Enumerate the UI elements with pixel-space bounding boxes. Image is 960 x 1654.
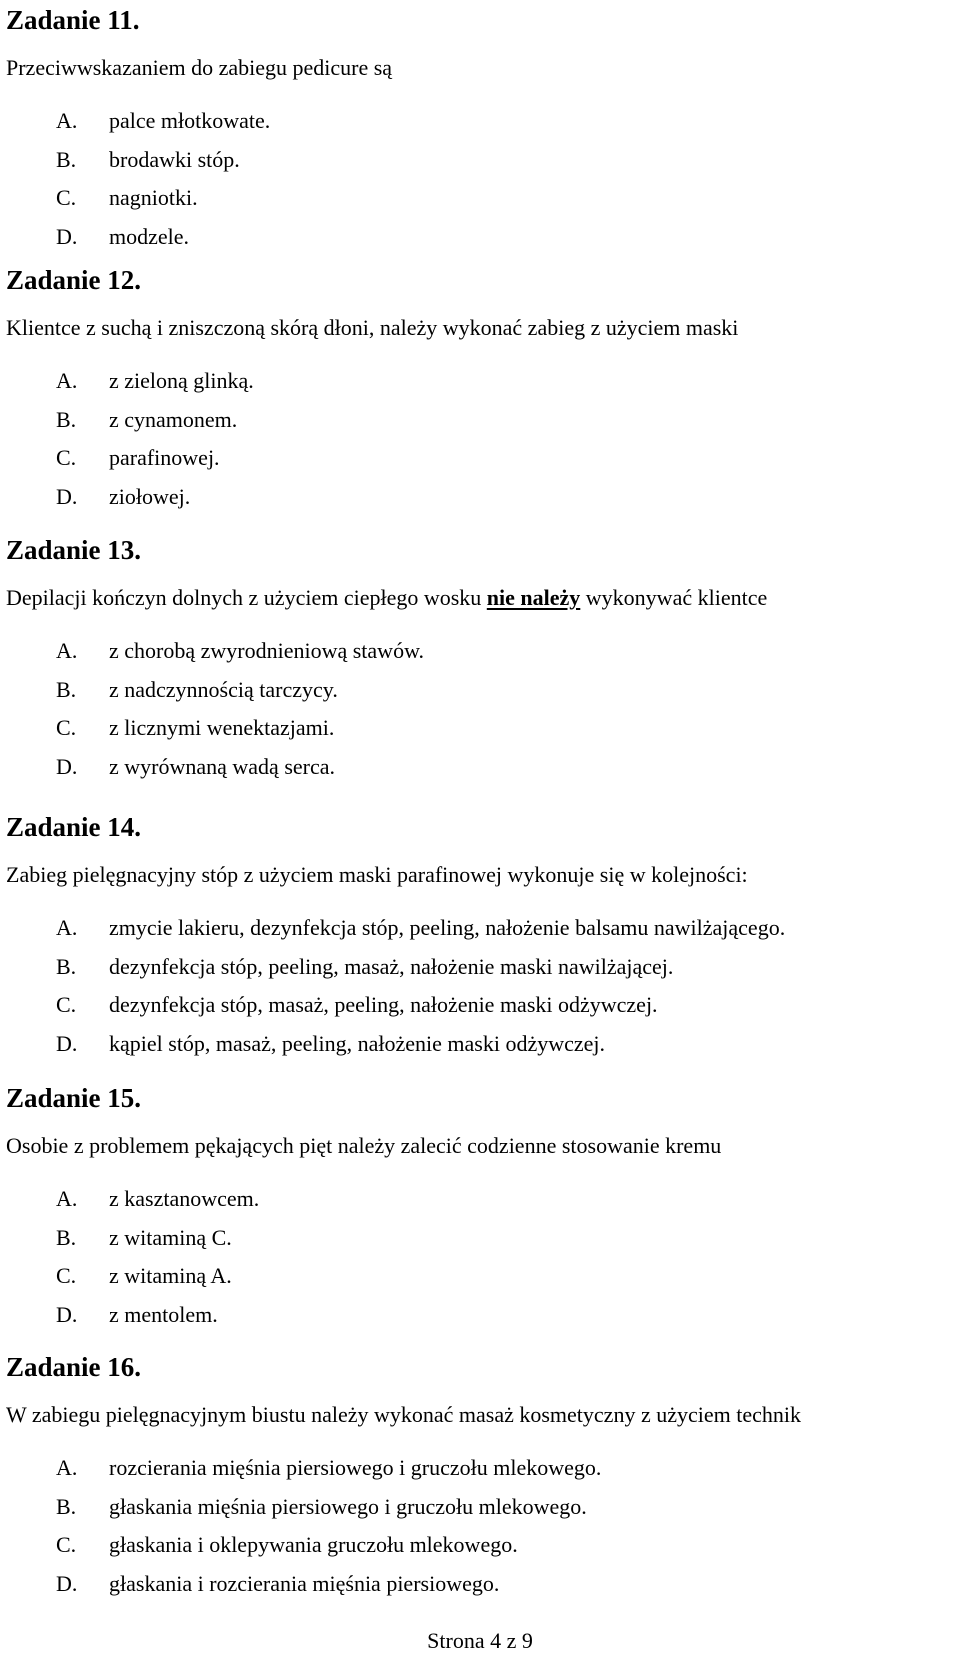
answer-text: z wyrównaną wadą serca. [109,753,335,779]
answer-text: z kasztanowcem. [109,1186,260,1211]
question-text: Osobie z problemem pękających pięt należy zalecić codzienne stosowanie kremu [6,1133,722,1158]
answer-letter: A. [56,1455,78,1480]
answer-option-c [0,179,960,218]
answer-text: z licznymi wenektazjami. [109,715,335,741]
answer-text: dezynfekcja stóp, masaż, peeling, nałożenie maski odżywczej. [109,992,658,1018]
task-title: Zadanie 11. [6,5,140,35]
answer-option-d [0,1025,960,1064]
answer-option-d [0,1565,960,1604]
answer-text: brodawki stóp. [109,146,240,172]
answer-option-a [0,362,960,401]
answer-text: z nadczynnością tarczycy. [109,676,338,702]
answer-option-c [0,1257,960,1296]
task-question [6,54,392,82]
answer-letter: A. [56,1186,78,1211]
task-question [6,314,738,342]
task-question [6,584,767,612]
answer-option-d [0,1296,960,1335]
answer-letter: C. [56,445,77,471]
answer-letter: B. [56,953,77,979]
answer-text: nagniotki. [109,185,198,211]
question-text: Przeciwwskazaniem do zabiegu pedicure są [6,55,393,80]
answer-letter: C. [56,992,77,1018]
answer-text: kąpiel stóp, masaż, peeling, nałożenie maski odżywczej. [109,1030,606,1056]
answer-letter: A. [56,368,78,393]
answer-letter: D. [56,223,78,249]
question-text: Depilacji kończyn dolnych z użyciem ciepłego wosku [6,585,487,610]
task-question [6,861,748,889]
answer-letter: D. [56,1570,78,1596]
question-text: Klientce z suchą i zniszczoną skórą dłoni, należy wykonać zabieg z użyciem maski [6,315,739,340]
answer-letter: D. [56,1301,78,1327]
page-number-footer: Strona 4 z 9 [427,1628,533,1653]
answer-option-c [0,709,960,748]
answer-text: głaskania mięśnia piersiowego i gruczołu mlekowego. [109,1493,587,1519]
answer-letter: C. [56,715,77,741]
answer-letter: B. [56,1224,77,1250]
answer-text: głaskania i oklepywania gruczołu mlekowego. [109,1532,518,1558]
answer-list [0,1180,960,1334]
task-title: Zadanie 12. [6,265,142,295]
task-title: Zadanie 14. [6,812,142,842]
answer-letter: B. [56,676,77,702]
emphasis-text: nie należy [486,585,581,610]
answer-list [0,102,960,256]
answer-text: z witaminą C. [109,1224,232,1250]
question-text: wykonywać klientce [580,585,768,610]
answer-letter: B. [56,406,77,432]
task-title: Zadanie 15. [6,1083,142,1113]
answer-letter: D. [56,1030,78,1056]
answer-text: palce młotkowate. [109,108,271,133]
answer-list [0,1449,960,1603]
answer-text: rozcierania mięśnia piersiowego i gruczołu mlekowego. [109,1455,602,1480]
answer-letter: B. [56,146,77,172]
answer-text: z chorobą zwyrodnieniową stawów. [109,638,425,663]
answer-list [0,909,960,1063]
answer-option-d [0,218,960,257]
answer-option-b [0,1219,960,1258]
answer-option-b [0,141,960,180]
question-text: Zabieg pielęgnacyjny stóp z użyciem maski parafinowej wykonuje się w kolejności: [6,862,748,887]
answer-text: z cynamonem. [109,406,238,432]
answer-text: dezynfekcja stóp, peeling, masaż, nałożenie maski nawilżającej. [109,953,674,979]
answer-option-c [0,439,960,478]
answer-option-a [0,102,960,141]
answer-text: głaskania i rozcierania mięśnia piersiowego. [109,1570,500,1596]
answer-letter: A. [56,108,78,133]
answer-text: z witaminą A. [109,1263,232,1289]
task-title: Zadanie 16. [6,1352,142,1382]
answer-option-c [0,986,960,1025]
answer-text: ziołowej. [109,483,191,509]
answer-letter: C. [56,1263,77,1289]
answer-option-d [0,478,960,517]
answer-letter: A. [56,638,78,663]
answer-letter: A. [56,915,78,940]
answer-option-a [0,632,960,671]
answer-option-b [0,401,960,440]
answer-letter: D. [56,483,78,509]
answer-option-a [0,1180,960,1219]
answer-letter: C. [56,185,77,211]
answer-text: z mentolem. [109,1301,218,1327]
task-question [6,1132,721,1160]
answer-letter: B. [56,1493,77,1519]
answer-option-b [0,1488,960,1527]
task-title: Zadanie 13. [6,535,142,565]
answer-text: parafinowej. [109,445,220,471]
answer-list [0,632,960,786]
answer-option-b [0,671,960,710]
answer-letter: D. [56,753,78,779]
answer-option-a [0,1449,960,1488]
answer-option-d [0,748,960,787]
answer-option-c [0,1526,960,1565]
answer-text: z zieloną glinką. [109,368,254,393]
answer-letter: C. [56,1532,77,1558]
answer-option-a [0,909,960,948]
answer-list [0,362,960,516]
question-text: W zabiegu pielęgnacyjnym biustu należy wykonać masaż kosmetyczny z użyciem technik [6,1402,801,1427]
answer-option-b [0,948,960,987]
answer-text: modzele. [109,223,190,249]
answer-text: zmycie lakieru, dezynfekcja stóp, peeling, nałożenie balsamu nawilżającego. [109,915,786,940]
task-question [6,1401,801,1429]
